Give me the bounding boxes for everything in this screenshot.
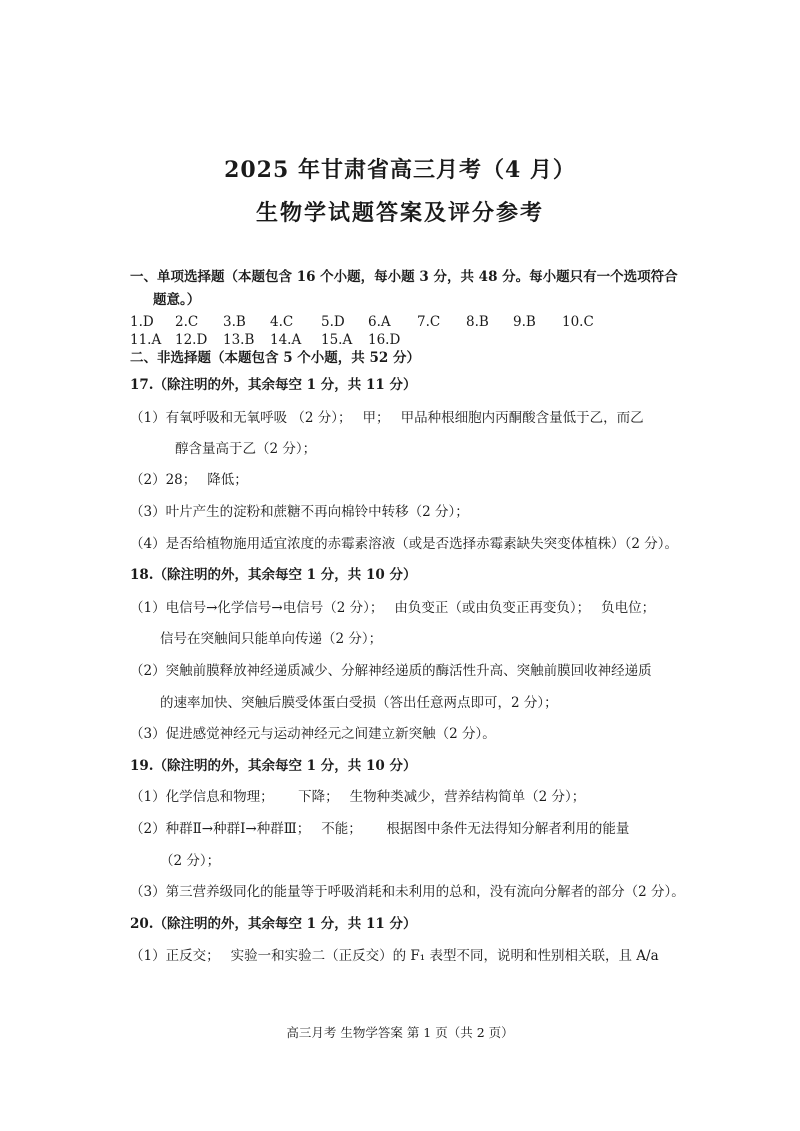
- q17-answer-line: （3）叶片产生的淀粉和蔗糖不再向棉铃中转移（2 分）；: [130, 504, 469, 520]
- q19-answer-line: （1）化学信息和物理； 下降； 生物种类减少，营养结构简单（2 分）；: [130, 789, 586, 805]
- q19-answer-line: （3）第三营养级同化的能量等于呼吸消耗和未利用的总和，没有流向分解者的部分（2 分）。: [130, 884, 685, 900]
- q17-answer-line: （1）有氧呼吸和无氧呼吸 （2 分）； 甲； 甲品种根细胞内丙酮酸含量低于乙，而乙: [130, 410, 644, 426]
- q18-heading: 18.（除注明的外，其余每空 1 分，共 10 分）: [130, 567, 417, 583]
- q19-heading: 19.（除注明的外，其余每空 1 分，共 10 分）: [130, 758, 417, 774]
- answer-item: 16.D: [368, 332, 401, 348]
- section1-heading-cont: 题意。）: [153, 292, 201, 308]
- page-footer: 高三月考 生物学答案 第 1 页（共 2 页）: [286, 1025, 514, 1040]
- section2-heading: 二、非选择题（本题包含 5 个小题，共 52 分）: [130, 350, 420, 366]
- answer-item: 1.D: [130, 314, 154, 330]
- answer-item: 8.B: [466, 314, 489, 330]
- q17-answer-line: （2）28； 降低；: [130, 472, 248, 488]
- answer-item: 6.A: [368, 314, 391, 330]
- q20-heading: 20.（除注明的外，其余每空 1 分，共 11 分）: [130, 916, 417, 932]
- answer-item: 12.D: [175, 332, 208, 348]
- section1-heading: 一、单项选择题（本题包含 16 个小题，每小题 3 分，共 48 分。每小题只有一个选项符合: [130, 269, 678, 285]
- document-title: 2025 年甘肃省高三月考（4 月）: [224, 157, 576, 183]
- q18-answer-line: （3）促进感觉神经元与运动神经元之间建立新突触（2 分）。: [130, 726, 496, 742]
- q19-answer-line: （2 分）；: [160, 853, 221, 869]
- answer-item: 3.B: [223, 314, 246, 330]
- answer-item: 13.B: [223, 332, 255, 348]
- answer-item: 15.A: [321, 332, 353, 348]
- answer-item: 10.C: [562, 314, 594, 330]
- q18-answer-line: 信号在突触间只能单向传递（2 分）；: [160, 631, 383, 647]
- q19-answer-line: （2）种群Ⅱ→种群Ⅰ→种群Ⅲ； 不能； 根据图中条件无法得知分解者利用的能量: [130, 821, 630, 837]
- q18-answer-line: （2）突触前膜释放神经递质减少、分解神经递质的酶活性升高、突触前膜回收神经递质: [130, 663, 652, 679]
- answer-item: 4.C: [270, 314, 294, 330]
- q17-answer-line: （4）是否给植物施用适宜浓度的赤霉素溶液（或是否选择赤霉素缺失突变体植株）（2 分）。: [130, 536, 678, 552]
- document-subtitle: 生物学试题答案及评分参考: [255, 200, 544, 226]
- q18-answer-line: 的速率加快、突触后膜受体蛋白受损（答出任意两点即可，2 分）；: [160, 695, 558, 711]
- q17-heading: 17.（除注明的外，其余每空 1 分，共 11 分）: [130, 377, 417, 393]
- answer-item: 5.D: [321, 314, 345, 330]
- answer-item: 14.A: [270, 332, 302, 348]
- answer-item: 9.B: [513, 314, 536, 330]
- answer-item: 7.C: [417, 314, 441, 330]
- answer-item: 11.A: [130, 332, 162, 348]
- q17-answer-line: 醇含量高于乙（2 分）；: [175, 441, 317, 457]
- answer-item: 2.C: [175, 314, 199, 330]
- q20-answer-line: （1）正反交； 实验一和实验二（正反交）的 F₁ 表型不同，说明和性别相关联，且 A/a: [130, 948, 659, 964]
- q18-answer-line: （1）电信号→化学信号→电信号（2 分）； 由负变正（或由负变正再变负）； 负电位；: [130, 600, 656, 616]
